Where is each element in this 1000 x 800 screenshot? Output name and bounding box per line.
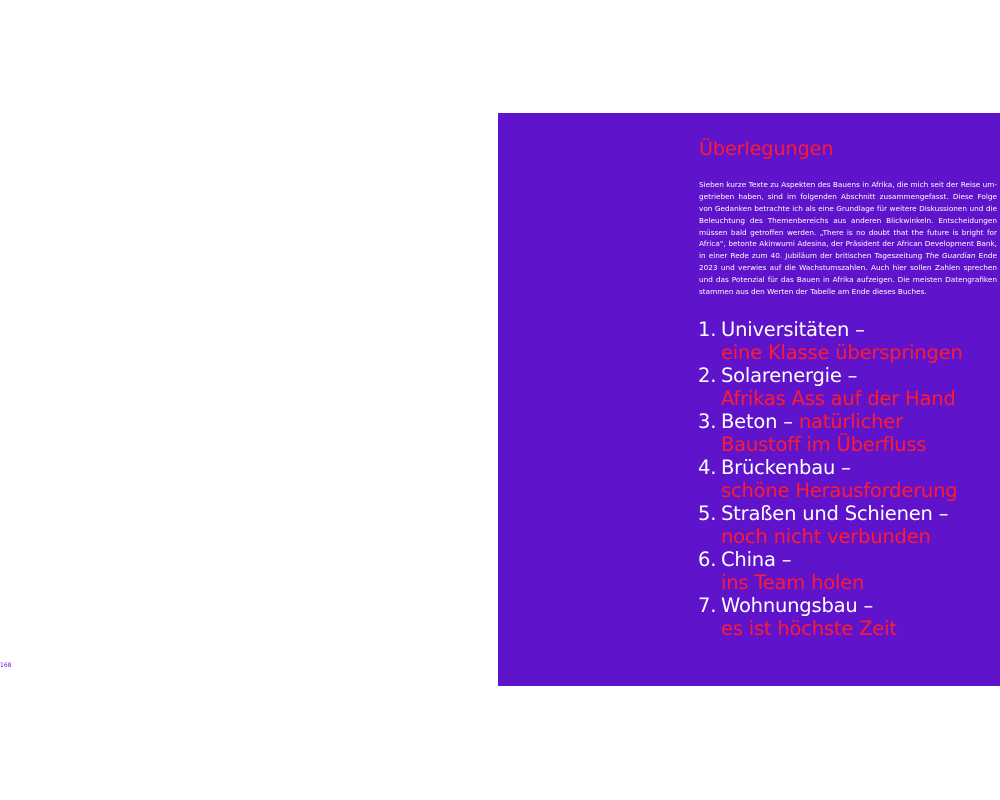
intro-line: von Gedanken betrachte ich als eine Grundlage für weitere Diskussionen und die bbox=[699, 203, 997, 213]
essay-title: Universitäten – bbox=[721, 318, 865, 341]
intro-line bbox=[699, 250, 997, 262]
essay-item-strassen-schienen bbox=[698, 502, 963, 548]
essay-number: 1. bbox=[698, 318, 717, 341]
essay-title: China – bbox=[721, 548, 792, 571]
page-number: 168 bbox=[0, 662, 12, 669]
publication-name: The Guardian bbox=[925, 251, 976, 261]
intro-line: stammen aus den Werten der Tabelle am Ende dieses Buches. bbox=[699, 287, 927, 297]
essay-list bbox=[698, 318, 963, 640]
intro-line: und das Potenzial für das Bauen in Afrika aufzeigen. Die meisten Datengrafiken bbox=[699, 275, 997, 285]
essay-subtitle: Baustoff im Überfluss bbox=[721, 433, 927, 456]
intro-line-text: Ende bbox=[975, 251, 997, 261]
chapter-heading: Überlegungen bbox=[699, 138, 834, 160]
intro-line: Beleuchtung des Themenbereichs aus anderen Blickwinkeln. Entscheidungen bbox=[699, 215, 997, 225]
essay-number: 2. bbox=[698, 364, 717, 387]
essay-number: 5. bbox=[698, 502, 717, 525]
essay-subtitle: schöne Herausforderung bbox=[721, 479, 958, 502]
essay-title: Beton – bbox=[721, 410, 799, 433]
essay-title: Brückenbau – bbox=[721, 456, 851, 479]
chapter-opener-panel bbox=[498, 113, 1000, 686]
essay-subtitle: eine Klasse überspringen bbox=[721, 341, 963, 364]
essay-item-solarenergie bbox=[698, 364, 963, 410]
essay-number: 6. bbox=[698, 548, 717, 571]
essay-number: 4. bbox=[698, 456, 717, 479]
essay-subtitle: es ist höchste Zeit bbox=[721, 617, 897, 640]
intro-line: Sieben kurze Texte zu Aspekten des Bauens in Afrika, die mich seit der Reise um- bbox=[699, 180, 997, 189]
essay-item-universitaeten bbox=[698, 318, 963, 364]
essay-item-beton bbox=[698, 410, 963, 456]
intro-line: getrieben haben, sind im folgenden Abschnitt zusammengefasst. Diese Folge bbox=[699, 191, 997, 201]
essay-subtitle: noch nicht verbunden bbox=[721, 525, 931, 548]
essay-subtitle-start: natürlicher bbox=[798, 410, 903, 433]
essay-number: 3. bbox=[698, 410, 717, 433]
intro-line-text: in einer Rede zum 40. Jubiläum der britischen Tageszeitung bbox=[699, 251, 926, 261]
intro-line: müssen bald getroffen werden. „There is no doubt that the future is bright for bbox=[699, 227, 997, 237]
intro-line: 2023 und verwies auf die Wachstumszahlen. Auch hier sollen Zahlen sprechen bbox=[699, 263, 997, 273]
essay-title: Solarenergie – bbox=[721, 364, 858, 387]
essay-item-wohnungsbau bbox=[698, 594, 963, 640]
essay-subtitle: ins Team holen bbox=[721, 571, 865, 594]
essay-title: Straßen und Schienen – bbox=[721, 502, 949, 525]
essay-item-brueckenbau bbox=[698, 456, 963, 502]
essay-number: 7. bbox=[698, 594, 717, 617]
essay-title: Wohnungsbau – bbox=[721, 594, 874, 617]
intro-line: Africa“, betonte Akinwumi Adesina, der Präsident der African Development Bank, bbox=[699, 239, 997, 249]
essay-subtitle: Afrikas Ass auf der Hand bbox=[721, 387, 956, 410]
essay-item-china bbox=[698, 548, 963, 594]
intro-paragraph bbox=[699, 179, 997, 298]
